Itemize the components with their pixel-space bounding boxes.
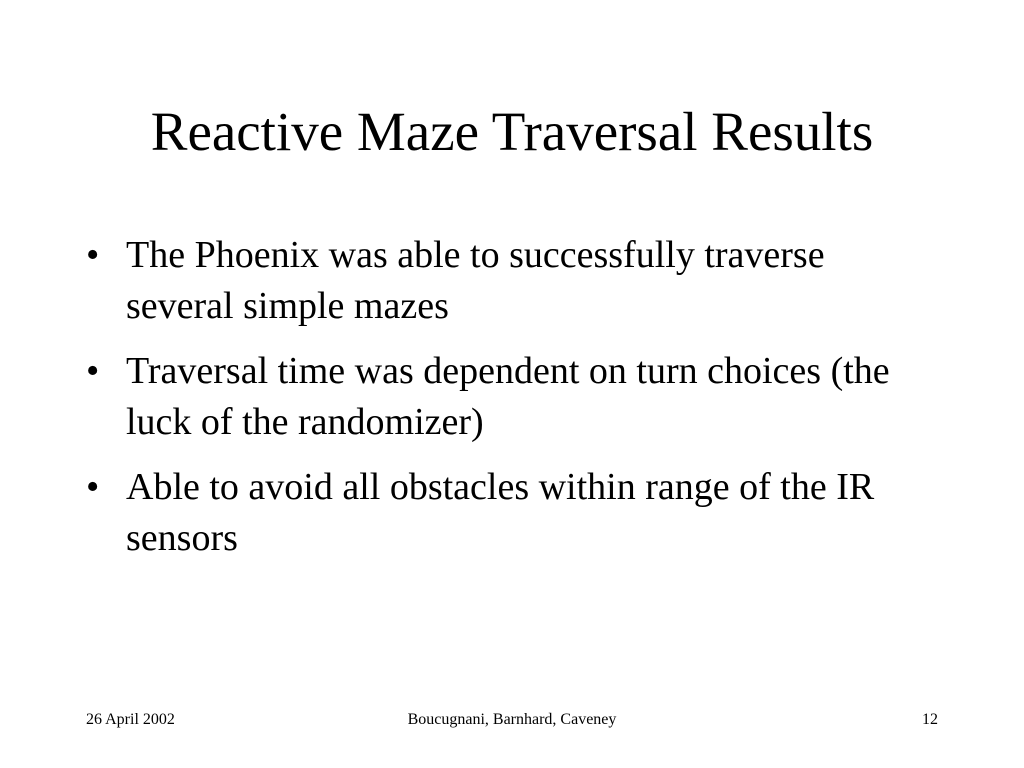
bullet-icon: • [86,350,100,392]
footer-date: 26 April 2002 [86,711,175,728]
bullet-text: The Phoenix was able to successfully traverse several simple mazes [126,234,825,327]
bullet-list [86,230,926,578]
bullet-icon: • [86,234,100,276]
footer-page-number: 12 [922,711,938,728]
bullet-text: Traversal time was dependent on turn choices (the luck of the randomizer) [126,350,890,443]
slide-title: Reactive Maze Traversal Results [150,101,874,162]
bullet-item [86,230,926,332]
footer-authors: Boucugnani, Barnhard, Caveney [407,711,617,728]
bullet-item [86,462,926,564]
bullet-text: Able to avoid all obstacles within range of the IR sensors [126,466,875,559]
bullet-icon: • [86,466,100,508]
bullet-item [86,346,926,448]
